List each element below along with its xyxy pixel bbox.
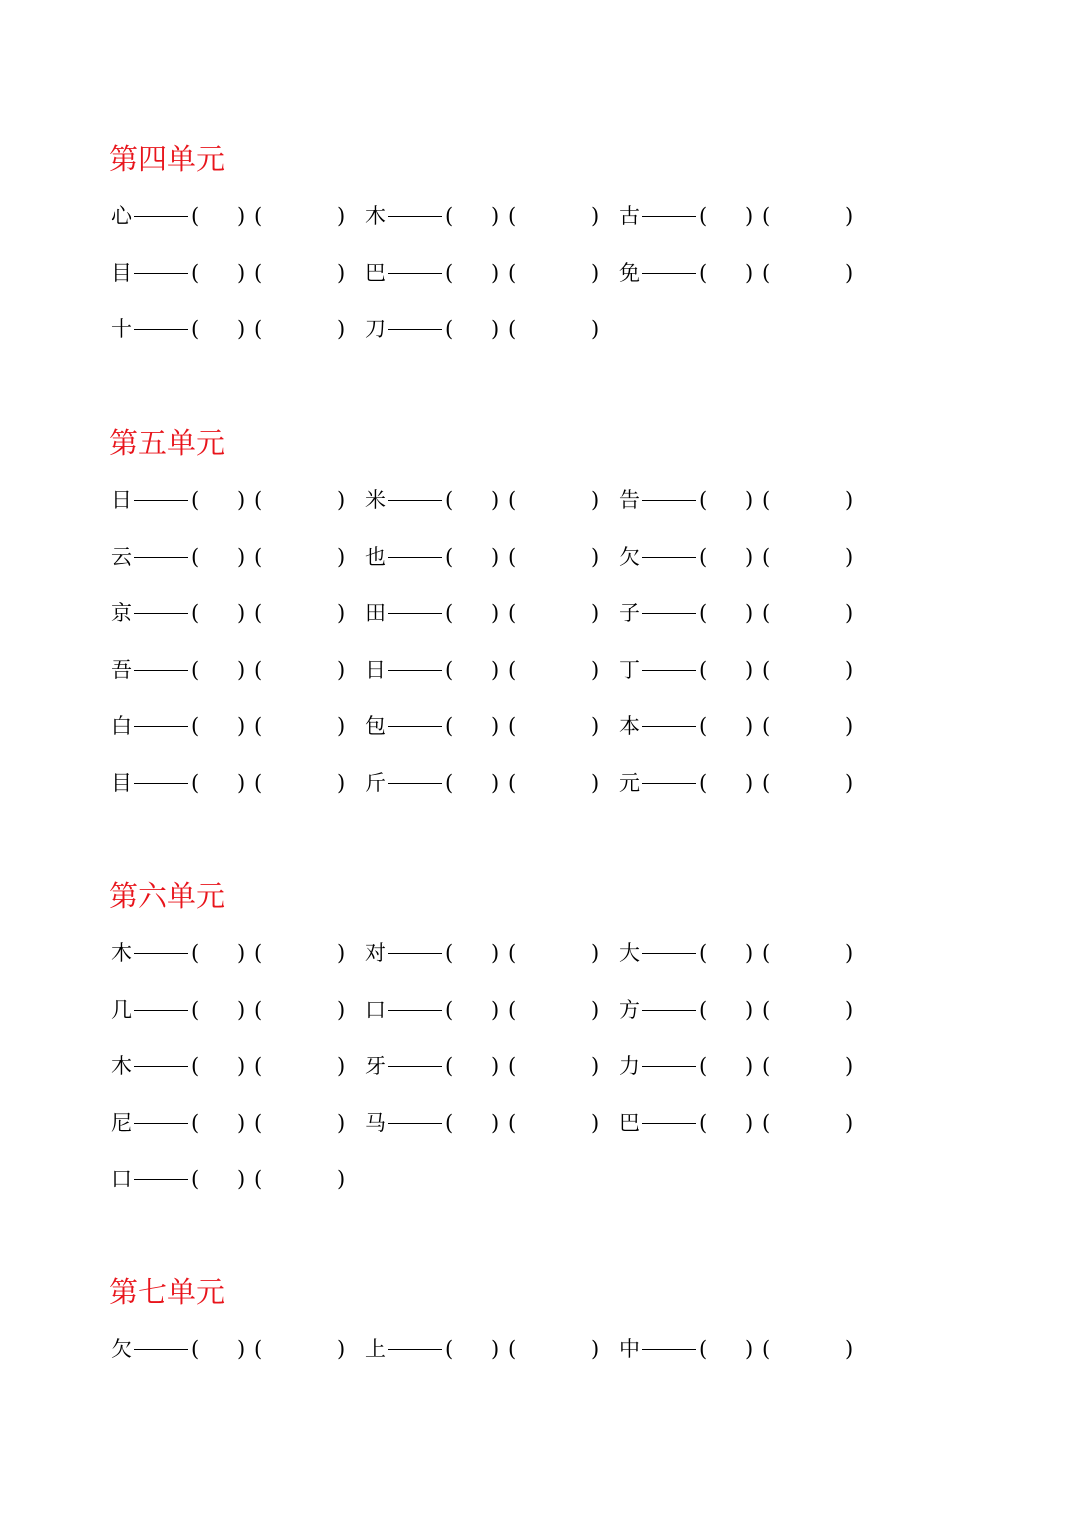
open-paren: ( [762,714,771,739]
base-character: 免 [619,260,640,285]
open-paren: ( [445,1110,454,1135]
base-character: 木 [111,941,132,965]
open-paren: ( [508,204,517,228]
close-paren: ) [745,997,754,1022]
dash-separator [134,726,188,727]
close-paren: ) [237,317,246,342]
close-paren: ) [491,1110,500,1135]
open-paren: ( [508,714,517,739]
exercise-row [0,768,1080,798]
open-paren: ( [445,601,454,626]
close-paren: ) [491,1054,500,1079]
open-paren: ( [508,1110,517,1135]
dash-separator [642,1349,696,1350]
close-paren: ) [591,1337,600,1361]
open-paren: ( [445,657,454,682]
exercise-row [0,314,1080,344]
close-paren: ) [337,544,346,569]
open-paren: ( [191,997,200,1022]
dash-separator [388,273,442,274]
base-character: 子 [619,601,640,626]
base-character: 米 [365,488,386,512]
unit-title: 第五单元 [109,426,226,460]
open-paren: ( [445,1337,454,1361]
base-character: 木 [365,204,386,228]
close-paren: ) [237,1337,246,1361]
open-paren: ( [508,488,517,512]
open-paren: ( [191,657,200,682]
dash-separator [388,1123,442,1124]
close-paren: ) [491,260,500,285]
exercise-row [0,485,1080,515]
close-paren: ) [491,771,500,795]
close-paren: ) [591,657,600,682]
base-character: 尼 [111,1110,132,1135]
base-character: 心 [111,204,132,228]
base-character: 元 [619,771,640,795]
open-paren: ( [254,657,263,682]
unit-title: 第六单元 [109,879,226,913]
close-paren: ) [337,488,346,512]
close-paren: ) [845,714,854,739]
dash-separator [642,216,696,217]
base-character: 刀 [365,317,386,342]
base-character: 巴 [365,260,386,285]
open-paren: ( [191,771,200,795]
open-paren: ( [508,771,517,795]
open-paren: ( [445,771,454,795]
close-paren: ) [237,544,246,569]
exercise-row [0,1334,1080,1364]
dash-separator [134,783,188,784]
open-paren: ( [699,601,708,626]
dash-separator [642,726,696,727]
open-paren: ( [762,204,771,228]
base-character: 木 [111,1054,132,1079]
open-paren: ( [254,204,263,228]
base-character: 日 [365,657,386,682]
open-paren: ( [762,657,771,682]
close-paren: ) [845,204,854,228]
close-paren: ) [745,714,754,739]
close-paren: ) [237,997,246,1022]
close-paren: ) [337,1167,346,1192]
dash-separator [642,1066,696,1067]
exercise-row [0,1164,1080,1194]
base-character: 斤 [365,771,386,795]
dash-separator [134,273,188,274]
close-paren: ) [491,317,500,342]
close-paren: ) [237,488,246,512]
close-paren: ) [745,260,754,285]
open-paren: ( [699,544,708,569]
dash-separator [388,329,442,330]
base-character: 丁 [619,657,640,682]
open-paren: ( [191,204,200,228]
dash-separator [642,953,696,954]
open-paren: ( [699,714,708,739]
base-character: 中 [619,1337,640,1361]
base-character: 欠 [619,544,640,569]
open-paren: ( [254,771,263,795]
close-paren: ) [237,657,246,682]
open-paren: ( [191,1337,200,1361]
exercise-row [0,995,1080,1025]
close-paren: ) [745,1054,754,1079]
open-paren: ( [445,544,454,569]
close-paren: ) [491,544,500,569]
open-paren: ( [699,1054,708,1079]
dash-separator [388,783,442,784]
open-paren: ( [191,601,200,626]
close-paren: ) [745,941,754,965]
base-character: 云 [111,544,132,569]
base-character: 京 [111,601,132,626]
close-paren: ) [337,941,346,965]
exercise-row [0,258,1080,288]
base-character: 口 [365,997,386,1022]
base-character: 吾 [111,657,132,682]
open-paren: ( [508,941,517,965]
open-paren: ( [191,1054,200,1079]
open-paren: ( [254,997,263,1022]
close-paren: ) [237,941,246,965]
base-character: 目 [111,260,132,285]
close-paren: ) [845,771,854,795]
base-character: 白 [111,714,132,739]
close-paren: ) [337,1110,346,1135]
close-paren: ) [745,204,754,228]
open-paren: ( [762,601,771,626]
close-paren: ) [491,488,500,512]
close-paren: ) [745,771,754,795]
open-paren: ( [445,714,454,739]
close-paren: ) [237,1110,246,1135]
open-paren: ( [508,544,517,569]
close-paren: ) [237,1054,246,1079]
exercise-row [0,1108,1080,1138]
close-paren: ) [591,1054,600,1079]
close-paren: ) [591,771,600,795]
close-paren: ) [845,488,854,512]
open-paren: ( [254,1110,263,1135]
base-character: 田 [365,601,386,626]
open-paren: ( [762,488,771,512]
dash-separator [642,273,696,274]
open-paren: ( [191,317,200,342]
close-paren: ) [337,317,346,342]
open-paren: ( [254,260,263,285]
close-paren: ) [237,1167,246,1192]
open-paren: ( [191,544,200,569]
close-paren: ) [337,601,346,626]
unit-title: 第四单元 [109,142,226,176]
base-character: 口 [111,1167,132,1192]
base-character: 巴 [619,1110,640,1135]
close-paren: ) [237,260,246,285]
close-paren: ) [491,941,500,965]
close-paren: ) [745,488,754,512]
close-paren: ) [491,997,500,1022]
dash-separator [642,1123,696,1124]
dash-separator [642,670,696,671]
close-paren: ) [591,544,600,569]
close-paren: ) [337,771,346,795]
close-paren: ) [337,204,346,228]
close-paren: ) [491,204,500,228]
dash-separator [134,670,188,671]
close-paren: ) [745,1337,754,1361]
close-paren: ) [845,657,854,682]
open-paren: ( [254,941,263,965]
close-paren: ) [845,1110,854,1135]
open-paren: ( [762,1054,771,1079]
open-paren: ( [445,941,454,965]
open-paren: ( [445,317,454,342]
close-paren: ) [491,601,500,626]
close-paren: ) [845,1054,854,1079]
base-character: 也 [365,544,386,569]
open-paren: ( [762,997,771,1022]
open-paren: ( [254,714,263,739]
close-paren: ) [591,260,600,285]
dash-separator [388,1349,442,1350]
open-paren: ( [191,941,200,965]
dash-separator [134,1179,188,1180]
close-paren: ) [237,204,246,228]
exercise-row [0,938,1080,968]
close-paren: ) [337,1054,346,1079]
dash-separator [642,500,696,501]
open-paren: ( [445,997,454,1022]
base-character: 对 [365,941,386,965]
open-paren: ( [699,204,708,228]
open-paren: ( [699,997,708,1022]
close-paren: ) [845,601,854,626]
open-paren: ( [254,1167,263,1192]
open-paren: ( [699,260,708,285]
open-paren: ( [191,488,200,512]
open-paren: ( [699,1337,708,1361]
open-paren: ( [508,1054,517,1079]
dash-separator [134,557,188,558]
open-paren: ( [508,601,517,626]
dash-separator [388,726,442,727]
dash-separator [388,953,442,954]
close-paren: ) [845,997,854,1022]
exercise-row [0,542,1080,572]
open-paren: ( [699,1110,708,1135]
dash-separator [134,1010,188,1011]
open-paren: ( [699,657,708,682]
open-paren: ( [254,601,263,626]
open-paren: ( [191,260,200,285]
exercise-row [0,655,1080,685]
base-character: 目 [111,771,132,795]
base-character: 上 [365,1337,386,1361]
close-paren: ) [591,488,600,512]
close-paren: ) [237,771,246,795]
close-paren: ) [491,1337,500,1361]
unit-title: 第七单元 [109,1275,226,1309]
open-paren: ( [254,1054,263,1079]
close-paren: ) [745,544,754,569]
open-paren: ( [191,1110,200,1135]
dash-separator [134,1123,188,1124]
open-paren: ( [699,488,708,512]
open-paren: ( [762,260,771,285]
base-character: 大 [619,941,640,965]
open-paren: ( [508,317,517,342]
dash-separator [134,216,188,217]
open-paren: ( [508,997,517,1022]
close-paren: ) [591,997,600,1022]
open-paren: ( [699,771,708,795]
open-paren: ( [445,260,454,285]
dash-separator [134,613,188,614]
close-paren: ) [491,714,500,739]
open-paren: ( [445,1054,454,1079]
base-character: 几 [111,997,132,1022]
open-paren: ( [508,260,517,285]
close-paren: ) [591,714,600,739]
base-character: 告 [619,488,640,512]
close-paren: ) [745,1110,754,1135]
open-paren: ( [762,544,771,569]
dash-separator [134,500,188,501]
close-paren: ) [591,601,600,626]
close-paren: ) [845,941,854,965]
close-paren: ) [237,714,246,739]
close-paren: ) [591,204,600,228]
close-paren: ) [337,260,346,285]
close-paren: ) [845,1337,854,1361]
dash-separator [134,1349,188,1350]
dash-separator [388,557,442,558]
close-paren: ) [745,601,754,626]
exercise-row [0,201,1080,231]
close-paren: ) [337,657,346,682]
dash-separator [642,557,696,558]
dash-separator [388,500,442,501]
base-character: 包 [365,714,386,739]
base-character: 方 [619,997,640,1022]
close-paren: ) [237,601,246,626]
base-character: 欠 [111,1337,132,1361]
base-character: 古 [619,204,640,228]
close-paren: ) [591,317,600,342]
close-paren: ) [491,657,500,682]
exercise-row [0,598,1080,628]
base-character: 力 [619,1054,640,1079]
dash-separator [134,953,188,954]
open-paren: ( [508,1337,517,1361]
dash-separator [388,1066,442,1067]
exercise-row [0,1051,1080,1081]
open-paren: ( [445,204,454,228]
open-paren: ( [699,941,708,965]
close-paren: ) [845,260,854,285]
dash-separator [134,1066,188,1067]
close-paren: ) [337,714,346,739]
dash-separator [134,329,188,330]
close-paren: ) [745,657,754,682]
open-paren: ( [762,941,771,965]
base-character: 日 [111,488,132,512]
open-paren: ( [762,1110,771,1135]
exercise-row [0,711,1080,741]
open-paren: ( [445,488,454,512]
dash-separator [642,613,696,614]
open-paren: ( [254,488,263,512]
open-paren: ( [762,1337,771,1361]
close-paren: ) [337,997,346,1022]
dash-separator [388,216,442,217]
open-paren: ( [254,317,263,342]
open-paren: ( [508,657,517,682]
open-paren: ( [191,1167,200,1192]
base-character: 马 [365,1110,386,1135]
open-paren: ( [762,771,771,795]
close-paren: ) [845,544,854,569]
open-paren: ( [191,714,200,739]
close-paren: ) [591,1110,600,1135]
dash-separator [388,613,442,614]
dash-separator [388,1010,442,1011]
close-paren: ) [591,941,600,965]
close-paren: ) [337,1337,346,1361]
open-paren: ( [254,544,263,569]
base-character: 牙 [365,1054,386,1079]
base-character: 十 [111,317,132,342]
dash-separator [388,670,442,671]
open-paren: ( [254,1337,263,1361]
base-character: 本 [619,714,640,739]
dash-separator [642,1010,696,1011]
dash-separator [642,783,696,784]
